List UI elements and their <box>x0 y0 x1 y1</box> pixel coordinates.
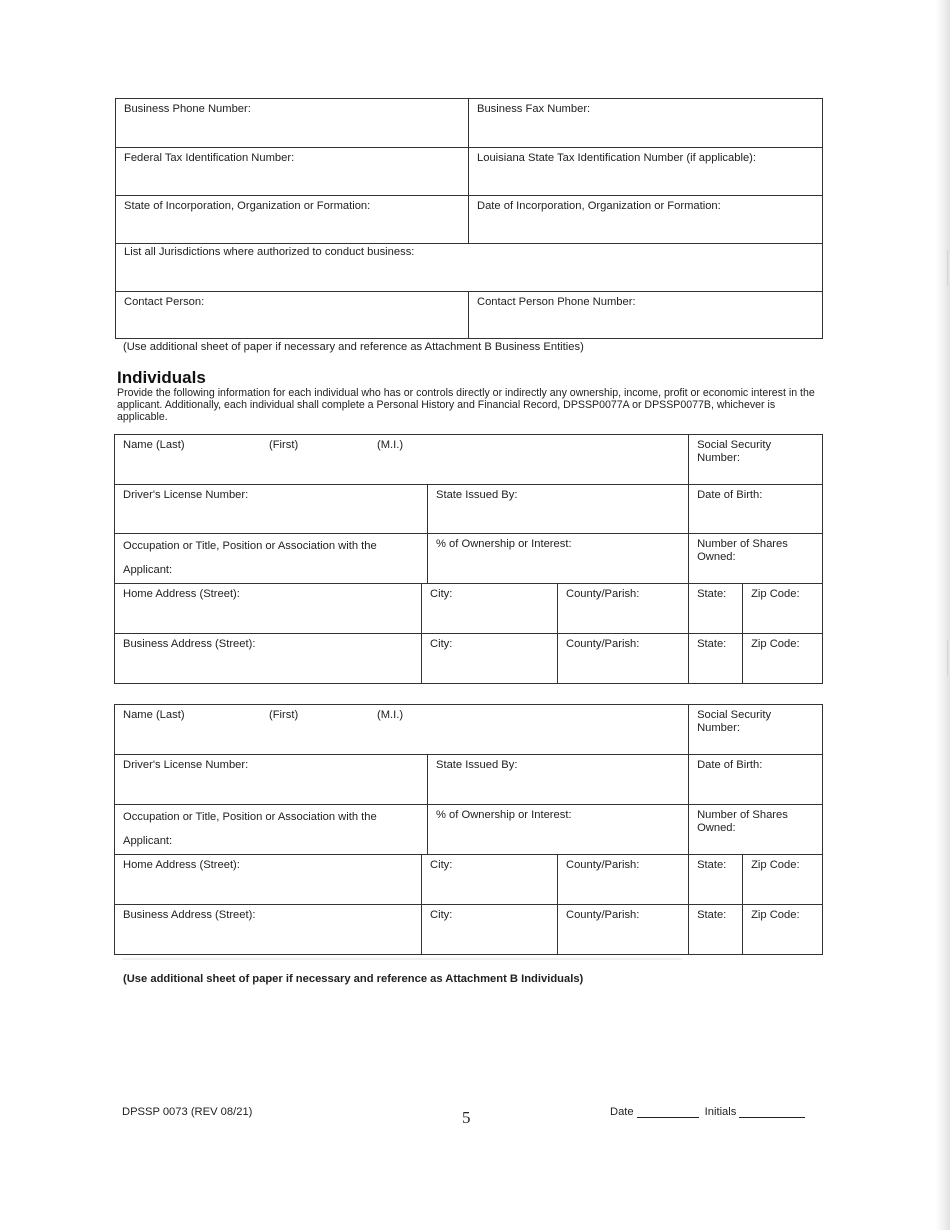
city-label: City: <box>430 588 453 600</box>
name-field[interactable] <box>115 705 689 755</box>
ownership-label: % of Ownership or Interest: <box>436 538 572 550</box>
home-address-label: Home Address (Street): <box>123 588 240 600</box>
home-address-field[interactable] <box>115 584 422 634</box>
date-of-incorporation-label: Date of Incorporation, Organization or Formation: <box>477 200 721 212</box>
date-label: Date <box>610 1106 634 1118</box>
page-number: 5 <box>462 1108 471 1127</box>
ssn-field[interactable] <box>689 705 823 755</box>
home-city-field[interactable] <box>422 855 558 905</box>
county-label: County/Parish: <box>566 909 640 921</box>
ssn-field[interactable] <box>689 435 823 485</box>
date-initials-block <box>610 1106 811 1118</box>
state-of-incorporation-label: State of Incorporation, Organization or Formation: <box>124 200 371 212</box>
county-label: County/Parish: <box>566 588 640 600</box>
date-blank[interactable] <box>637 1107 699 1118</box>
drivers-license-label: Driver's License Number: <box>123 759 249 771</box>
business-city-field[interactable] <box>422 634 558 684</box>
page-edge-shadow <box>936 0 950 1230</box>
name-first-label: (First) <box>269 439 299 451</box>
city-label: City: <box>430 638 453 650</box>
home-state-field[interactable] <box>689 855 743 905</box>
state-label: State: <box>697 859 727 871</box>
city-label: City: <box>430 859 453 871</box>
page-edge-mark <box>947 250 948 286</box>
business-fax-field[interactable] <box>469 99 823 148</box>
contact-phone-field[interactable] <box>469 292 823 339</box>
shares-owned-label: Number of Shares Owned: <box>697 809 788 834</box>
occupation-field[interactable] <box>115 805 428 855</box>
ownership-field[interactable] <box>428 805 689 855</box>
state-issued-field[interactable] <box>428 485 689 534</box>
federal-tax-id-label: Federal Tax Identification Number: <box>124 152 295 164</box>
home-zip-field[interactable] <box>743 855 823 905</box>
contact-person-field[interactable] <box>116 292 469 339</box>
individual-record-table <box>114 704 823 955</box>
home-city-field[interactable] <box>422 584 558 634</box>
drivers-license-field[interactable] <box>115 755 428 805</box>
business-address-field[interactable] <box>115 905 422 955</box>
home-county-field[interactable] <box>558 584 689 634</box>
federal-tax-id-field[interactable] <box>116 148 469 196</box>
name-field[interactable] <box>115 435 689 485</box>
individuals-attachment-note: (Use additional sheet of paper if necessary and reference as Attachment B Individuals) <box>123 973 584 985</box>
occupation-label-line2: Applicant: <box>123 564 173 576</box>
home-zip-field[interactable] <box>743 584 823 634</box>
business-phone-field[interactable] <box>116 99 469 148</box>
state-of-incorporation-field[interactable] <box>116 196 469 244</box>
business-county-field[interactable] <box>558 634 689 684</box>
home-address-field[interactable] <box>115 855 422 905</box>
name-last-label: Name (Last) <box>123 439 185 451</box>
home-address-label: Home Address (Street): <box>123 859 240 871</box>
business-city-field[interactable] <box>422 905 558 955</box>
date-of-birth-field[interactable] <box>689 485 823 534</box>
zip-label: Zip Code: <box>751 638 800 650</box>
name-last-label: Name (Last) <box>123 709 185 721</box>
drivers-license-label: Driver's License Number: <box>123 489 249 501</box>
initials-label: Initials <box>704 1106 737 1118</box>
louisiana-tax-id-label: Louisiana State Tax Identification Number (if applicable): <box>477 152 757 164</box>
state-label: State: <box>697 638 727 650</box>
ownership-field[interactable] <box>428 534 689 584</box>
ownership-label: % of Ownership or Interest: <box>436 809 572 821</box>
shares-owned-field[interactable] <box>689 805 823 855</box>
business-address-label: Business Address (Street): <box>123 909 256 921</box>
occupation-field[interactable] <box>115 534 428 584</box>
county-label: County/Parish: <box>566 859 640 871</box>
business-county-field[interactable] <box>558 905 689 955</box>
individual-record-table <box>114 434 823 684</box>
page-edge-mark <box>947 640 948 676</box>
business-attachment-note: (Use additional sheet of paper if necessary and reference as Attachment B Business Entities) <box>123 341 584 353</box>
zip-label: Zip Code: <box>751 588 800 600</box>
business-address-field[interactable] <box>115 634 422 684</box>
form-id: DPSSP 0073 (REV 08/21) <box>122 1106 253 1118</box>
jurisdictions-field[interactable] <box>116 244 823 292</box>
zip-label: Zip Code: <box>751 909 800 921</box>
occupation-label-line1: Occupation or Title, Position or Association with the <box>123 540 377 552</box>
name-first-label: (First) <box>269 709 299 721</box>
city-label: City: <box>430 909 453 921</box>
date-of-birth-label: Date of Birth: <box>697 489 763 501</box>
individuals-instructions: Provide the following information for each individual who has or controls directly or indirectly any ownership, income, profit or economic interest in the applicant. Additionally, each individual shall complete a Personal History and Financial Record, DPSSP0077A or DPSSP0077B, whichever is applicable. <box>117 387 815 423</box>
business-state-field[interactable] <box>689 905 743 955</box>
business-info-table <box>115 98 823 339</box>
name-mi-label: (M.I.) <box>377 439 404 451</box>
ssn-label: Social Security Number: <box>697 709 772 734</box>
contact-phone-label: Contact Person Phone Number: <box>477 296 636 308</box>
occupation-label-line1: Occupation or Title, Position or Association with the <box>123 811 377 823</box>
date-of-incorporation-field[interactable] <box>469 196 823 244</box>
state-issued-label: State Issued By: <box>436 759 518 771</box>
shares-owned-field[interactable] <box>689 534 823 584</box>
state-label: State: <box>697 909 727 921</box>
state-label: State: <box>697 588 727 600</box>
county-label: County/Parish: <box>566 638 640 650</box>
name-mi-label: (M.I.) <box>377 709 404 721</box>
individuals-heading: Individuals <box>117 368 206 387</box>
zip-label: Zip Code: <box>751 859 800 871</box>
louisiana-tax-id-field[interactable] <box>469 148 823 196</box>
home-state-field[interactable] <box>689 584 743 634</box>
state-issued-field[interactable] <box>428 755 689 805</box>
contact-person-label: Contact Person: <box>124 296 205 308</box>
occupation-label-line2: Applicant: <box>123 835 173 847</box>
jurisdictions-label: List all Jurisdictions where authorized to conduct business: <box>124 246 415 258</box>
home-county-field[interactable] <box>558 855 689 905</box>
scan-artifact-line <box>122 958 682 960</box>
business-zip-field[interactable] <box>743 905 823 955</box>
state-issued-label: State Issued By: <box>436 489 518 501</box>
business-address-label: Business Address (Street): <box>123 638 256 650</box>
business-fax-label: Business Fax Number: <box>477 103 591 115</box>
business-zip-field[interactable] <box>743 634 823 684</box>
date-of-birth-field[interactable] <box>689 755 823 805</box>
date-of-birth-label: Date of Birth: <box>697 759 763 771</box>
drivers-license-field[interactable] <box>115 485 428 534</box>
business-phone-label: Business Phone Number: <box>124 103 251 115</box>
ssn-label: Social Security Number: <box>697 439 772 464</box>
business-state-field[interactable] <box>689 634 743 684</box>
shares-owned-label: Number of Shares Owned: <box>697 538 788 563</box>
initials-blank[interactable] <box>739 1107 805 1118</box>
